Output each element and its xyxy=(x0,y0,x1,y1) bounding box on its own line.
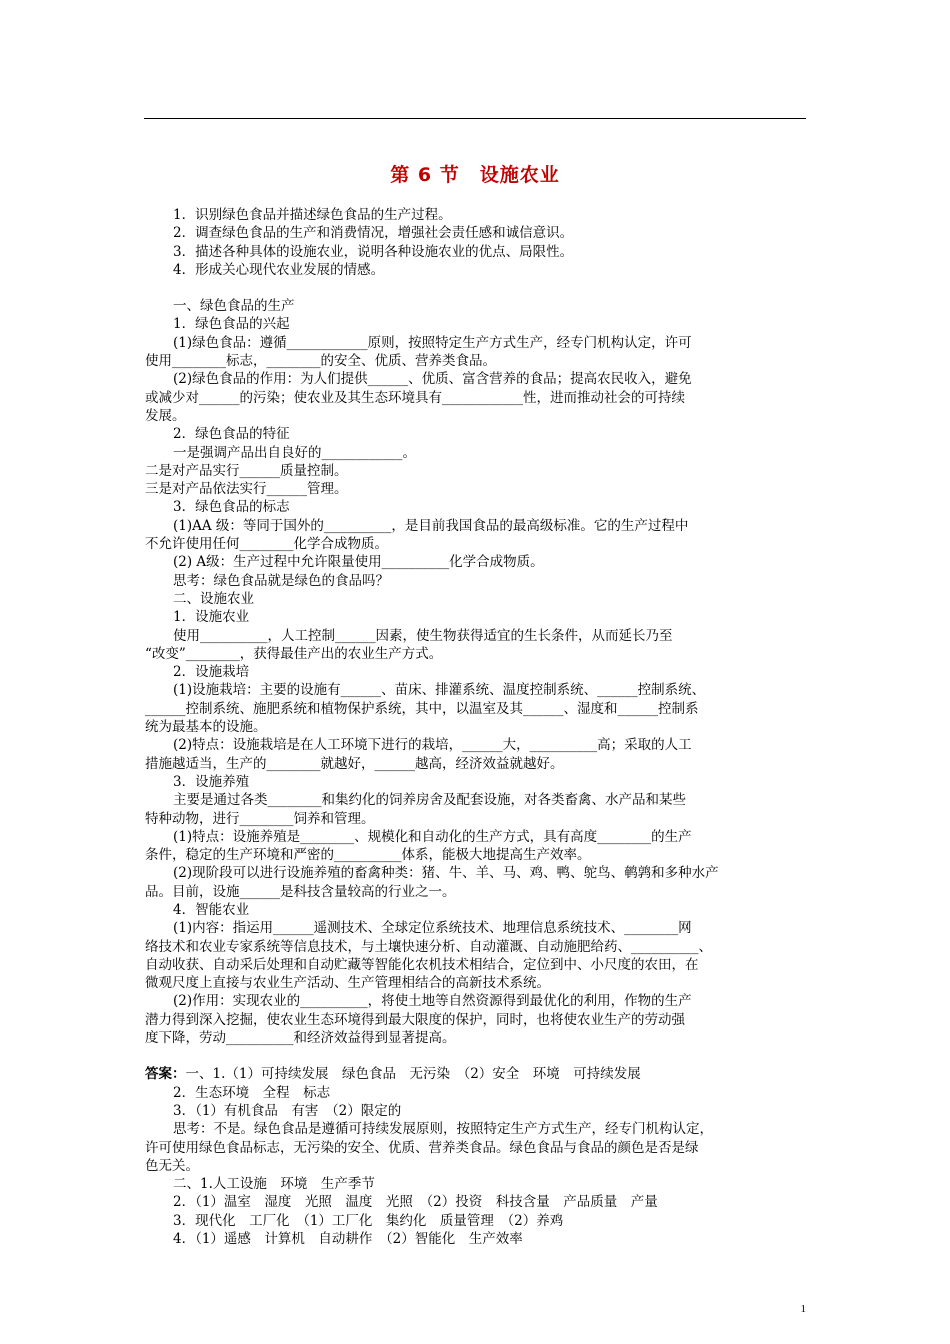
document-body xyxy=(145,206,805,1248)
text-line: (2)特点：设施栽培是在人工环境下进行的栽培，______大，__________高；采取的人工 xyxy=(173,737,692,754)
answer-line: 3．（1）有机食品 有害 （2）限定的 xyxy=(173,1102,402,1119)
text-line: 统为最基本的设施。 xyxy=(145,719,267,736)
page-number: 1 xyxy=(800,1303,806,1315)
subsection-heading: 1．设施农业 xyxy=(173,609,250,626)
subsection-heading: 1．绿色食品的兴起 xyxy=(173,316,290,333)
text-line: 度下降，劳动__________和经济效益得到显著提高。 xyxy=(145,1030,456,1047)
objective-item: 3．描述各种具体的设施农业，说明各种设施农业的优点、局限性。 xyxy=(173,243,574,260)
answer-line: 二、1.人工设施 环境 生产季节 xyxy=(173,1176,375,1193)
text-line: 品。目前，设施______是科技含量较高的行业之一。 xyxy=(145,883,456,900)
objectives-list xyxy=(145,206,805,279)
text-line: 条件，稳定的生产环境和严密的__________体系，能极大地提高生产效率。 xyxy=(145,847,591,864)
objective-item: 1．识别绿色食品并描述绿色食品的生产过程。 xyxy=(173,207,452,223)
objective-item: 4．形成关心现代农业发展的情感。 xyxy=(173,261,385,278)
subsection-heading: 3．设施养殖 xyxy=(173,773,250,790)
text-line: (1)内容：指运用______遥测技术、全球定位系统技术、地理信息系统技术、________网 xyxy=(173,920,692,937)
header-rule xyxy=(144,118,806,119)
text-line: 络技术和农业专家系统等信息技术，与土壤快速分析、自动灌溉、自动施肥给药、__________、 xyxy=(145,938,712,955)
answer-line: 2．生态环境 全程 标志 xyxy=(173,1084,331,1101)
text-line: (1)特点：设施养殖是________、规模化和自动化的生产方式，具有高度________的生产 xyxy=(173,828,692,845)
answer-line: 许可使用绿色食品标志，无污染的安全、优质、营养类食品。绿色食品与食品的颜色是否是绿 xyxy=(145,1139,699,1156)
answer-label: 答案： xyxy=(145,1066,186,1083)
answer-text: 一、1.（1）可持续发展 绿色食品 无污染 （2）安全 环境 可持续发展 xyxy=(185,1066,641,1083)
text-line: (1)AA 级：等同于国外的__________，是目前我国食品的最高级标准。它的生产过程中 xyxy=(173,517,689,534)
question-line: 思考：绿色食品就是绿色的食品吗？ xyxy=(173,572,389,589)
text-line: (2) A级：生产过程中允许限量使用__________化学合成物质。 xyxy=(173,554,544,571)
text-line: 措施越适当，生产的________就越好，______越高，经济效益就越好。 xyxy=(145,755,564,772)
subsection-heading: 2．绿色食品的特征 xyxy=(173,426,290,443)
subsection-heading: 2．设施栽培 xyxy=(173,664,250,681)
text-line: 使用__________，人工控制______因素，使生物获得适宜的生长条件，从而延长乃至 xyxy=(173,627,673,644)
section-body xyxy=(145,297,805,352)
section-heading: 一、绿色食品的生产 xyxy=(173,298,295,315)
answer-line: 3．现代化 工厂化 （1）工厂化 集约化 质量管理 （2）养鸡 xyxy=(173,1212,564,1229)
text-line: 三是对产品依法实行______管理。 xyxy=(145,481,348,498)
answer-line: 4．（1）遥感 计算机 自动耕作 （2）智能化 生产效率 xyxy=(173,1231,523,1248)
page-title: 第 6 节 设施农业 xyxy=(390,164,560,186)
text-line: 自动收获、自动采后处理和自动贮藏等智能化农机技术相结合，定位到中、小尺度的农田，在 xyxy=(145,956,699,973)
text-line: ______控制系统、施肥系统和植物保护系统，其中，以温室及其______、湿度和______控制系 xyxy=(145,700,699,717)
text-line: 二是对产品实行______质量控制。 xyxy=(145,462,348,479)
objective-item: 2．调查绿色食品的生产和消费情况，增强社会责任感和诚信意识。 xyxy=(173,225,574,242)
answer-line: 色无关。 xyxy=(145,1157,199,1174)
text-line: 微观尺度上直接与农业生产活动、生产管理相结合的高新技术系统。 xyxy=(145,975,550,992)
subsection-heading: 4．智能农业 xyxy=(173,901,250,918)
text-line: (2)绿色食品的作用：为人们提供______、优质、富含营养的食品；提高农民收入，避免 xyxy=(173,371,692,388)
text-line: (1)设施栽培：主要的设施有______、苗床、排灌系统、温度控制系统、______控制系统、 xyxy=(173,682,706,699)
spacer xyxy=(145,1047,805,1065)
text-line: 特种动物，进行________饲养和管理。 xyxy=(145,810,375,827)
text-line: 使用________标志，________的安全、优质、营养类食品。 xyxy=(145,353,496,370)
spacer xyxy=(145,279,805,297)
text-line: 一是强调产品出自良好的____________。 xyxy=(173,444,416,461)
subsection-heading: 3．绿色食品的标志 xyxy=(173,499,290,516)
section-heading: 二、设施农业 xyxy=(173,590,254,607)
text-line: 发展。 xyxy=(145,407,186,424)
text-line: 主要是通过各类________和集约化的饲养房舍及配套设施，对各类畜禽、水产品和某些 xyxy=(173,792,686,809)
answer-line xyxy=(145,1065,805,1083)
text-line: 潜力得到深入挖掘，使农业生态环境得到最大限度的保护，同时，也将使农业生产的劳动强 xyxy=(145,1011,685,1028)
text-line: 或减少对______的污染；使农业及其生态环境具有____________性，进而推动社会的可持续 xyxy=(145,389,685,406)
answer-line: 2．（1）温室 湿度 光照 温度 光照 （2）投资 科技含量 产品质量 产量 xyxy=(173,1194,658,1211)
text-line: 不允许使用任何________化学合成物质。 xyxy=(145,536,388,553)
text-line: (2)现阶段可以进行设施养殖的畜禽种类：猪、牛、羊、马、鸡、鸭、鸵鸟、鹌鹑和多种水产 xyxy=(173,865,719,882)
text-line: “改变”________，获得最佳产出的农业生产方式。 xyxy=(145,645,443,662)
answer-line: 思考：不是。绿色食品是遵循可持续发展原则，按照特定生产方式生产，经专门机构认定， xyxy=(173,1121,713,1138)
text-line: (1)绿色食品：遵循____________原则，按照特定生产方式生产，经专门机构认定，许可 xyxy=(173,334,692,351)
text-line: (2)作用：实现农业的__________，将使土地等自然资源得到最优化的利用，作物的生产 xyxy=(173,993,692,1010)
